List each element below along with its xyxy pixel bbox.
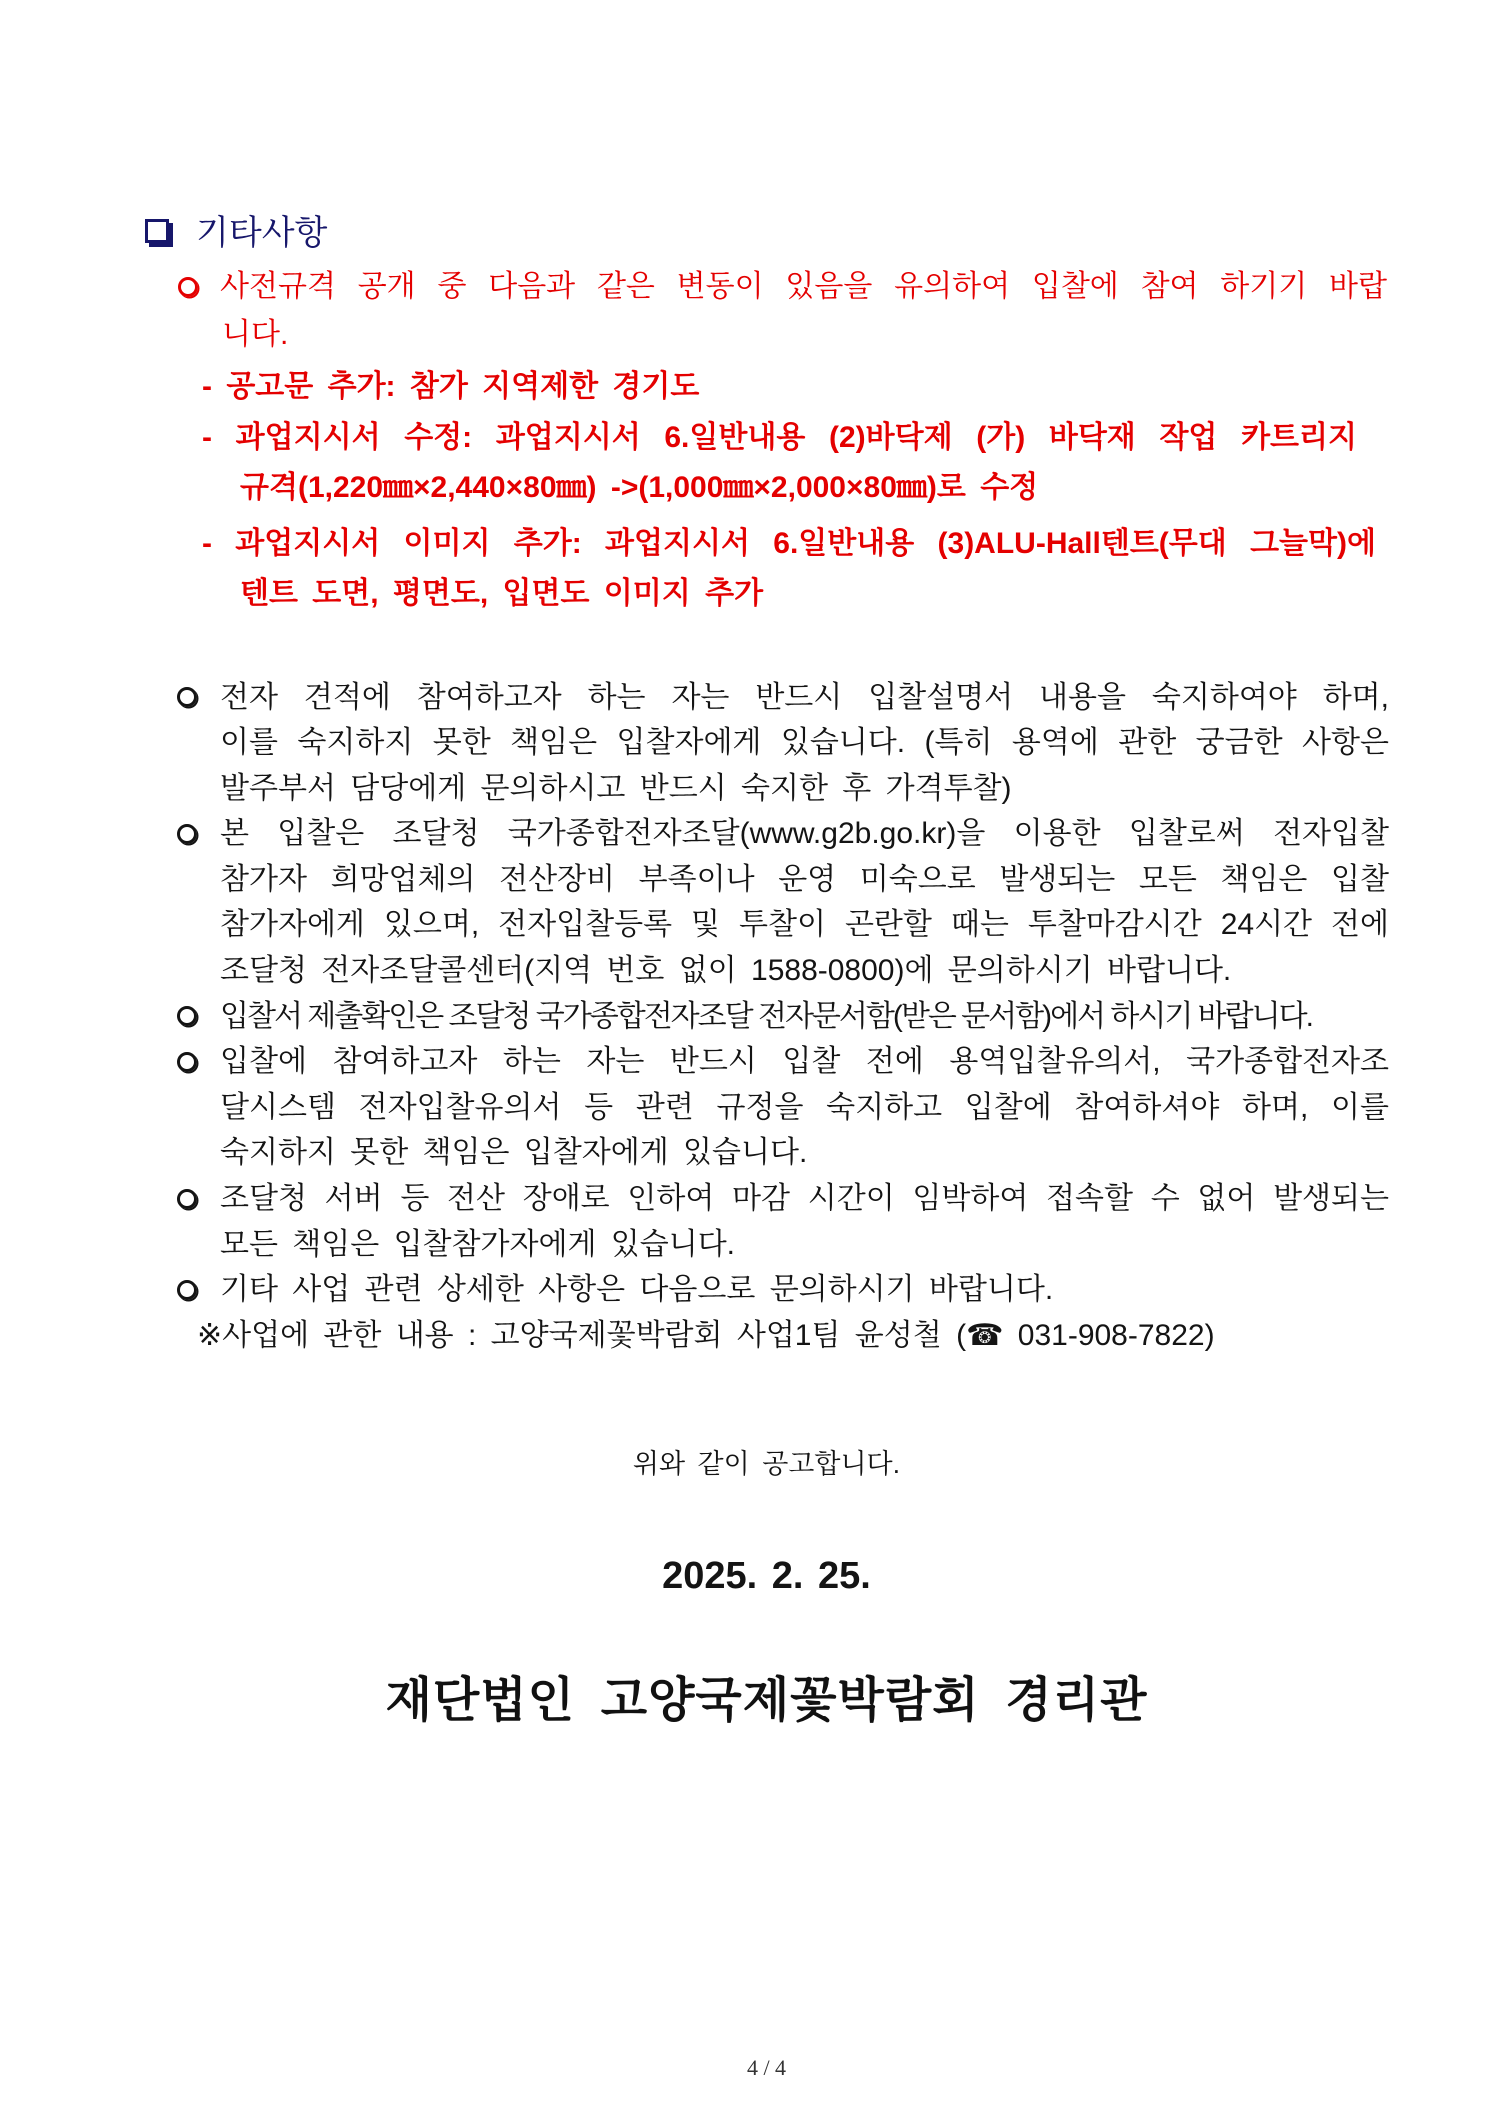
notice-line: 니다. xyxy=(222,318,289,351)
notice-items xyxy=(0,675,1488,1359)
item-line: 조달청 전자조달콜센터(지역 번호 없이 1588-0800)에 문의하시기 바랍니다. xyxy=(220,954,1232,988)
closing-statement: 위와 같이 공고합니다. xyxy=(632,1449,901,1479)
change-item-image: - 과업지시서 이미지 추가: 과업지시서 6.일반내용 (3)ALU-Hall텐트(무대 그늘막)에 xyxy=(202,527,1376,560)
list-item xyxy=(0,1039,1488,1176)
item-line: 입찰에 참여하고자 하는 자는 반드시 입찰 전에 용역입찰유의서, 국가종합전자조 xyxy=(220,1045,1389,1079)
list-item xyxy=(0,1267,1488,1313)
item-line: 모든 책임은 입찰참가자에게 있습니다. xyxy=(220,1227,736,1261)
item-line: 참가자 희망업체의 전산장비 부족이나 운영 미숙으로 발생되는 모든 책임은 입찰 xyxy=(220,862,1389,896)
circle-bullet-icon xyxy=(177,1189,197,1209)
circle-bullet-icon xyxy=(177,1006,197,1026)
list-item xyxy=(0,994,1488,1040)
change-item-spec: - 과업지시서 수정: 과업지시서 6.일반내용 (2)바닥제 (가) 바닥재 작업 카트리지 xyxy=(202,421,1357,454)
change-item-notice: - 공고문 추가: 참가 지역제한 경기도 xyxy=(202,370,700,403)
circle-bullet-icon xyxy=(177,687,197,707)
change-item-image-cont: 텐트 도면, 평면도, 입면도 이미지 추가 xyxy=(240,577,764,610)
notice-line: 사전규격 공개 중 다음과 같은 변동이 있음을 유의하여 입찰에 참여 하기기 바랍 xyxy=(220,270,1387,303)
item-line: 본 입찰은 조달청 국가종합전자조달(www.g2b.go.kr)을 이용한 입찰로써 전자입찰 xyxy=(220,817,1389,851)
item-line: 달시스템 전자입찰유의서 등 관련 규정을 숙지하고 입찰에 참여하셔야 하며, 이를 xyxy=(220,1090,1389,1124)
issuer-name: 재단법인 고양국제꽃박람회 경리관 xyxy=(385,1672,1148,1728)
page-number: 4 / 4 xyxy=(746,2055,787,2080)
circle-bullet-icon xyxy=(177,824,197,844)
item-line: 전자 견적에 참여하고자 하는 자는 반드시 입찰설명서 내용을 숙지하여야 하며, xyxy=(220,680,1389,714)
square-bullet-icon xyxy=(145,219,169,243)
circle-bullet-icon xyxy=(178,277,198,297)
list-item xyxy=(0,675,1488,812)
list-item xyxy=(0,811,1488,993)
item-line: 참가자에게 있으며, 전자입찰등록 및 투찰이 곤란할 때는 투찰마감시간 24시간 전에 xyxy=(220,908,1389,942)
item-line: 이를 숙지하지 못한 책임은 입찰자에게 있습니다. (특히 용역에 관한 궁금한 사항은 xyxy=(220,726,1389,760)
list-item xyxy=(0,1176,1488,1267)
announcement-date: 2025. 2. 25. xyxy=(662,1555,871,1597)
item-line: 숙지하지 못한 책임은 입찰자에게 있습니다. xyxy=(220,1136,808,1170)
item-line: 입찰서 제출확인은 조달청 국가종합전자조달 전자문서함(받은 문서함)에서 하시기 바랍니다. xyxy=(220,999,1312,1033)
item-line: 발주부서 담당에게 문의하시고 반드시 숙지한 후 가격투찰) xyxy=(220,771,1012,805)
item-line: 기타 사업 관련 상세한 사항은 다음으로 문의하시기 바랍니다. xyxy=(220,1273,1054,1307)
item-line: 조달청 서버 등 전산 장애로 인하여 마감 시간이 임박하여 접속할 수 없어 발생되는 xyxy=(220,1182,1389,1216)
contact-info: ※사업에 관한 내용 : 고양국제꽃박람회 사업1팀 윤성철 (☎ 031-908-7822) xyxy=(197,1318,1215,1352)
change-item-spec-cont: 규격(1,220㎜×2,440×80㎜) ->(1,000㎜×2,000×80㎜)로 수정 xyxy=(240,471,1039,504)
circle-bullet-icon xyxy=(177,1280,197,1300)
circle-bullet-icon xyxy=(177,1052,197,1072)
section-title: 기타사항 xyxy=(196,214,328,252)
